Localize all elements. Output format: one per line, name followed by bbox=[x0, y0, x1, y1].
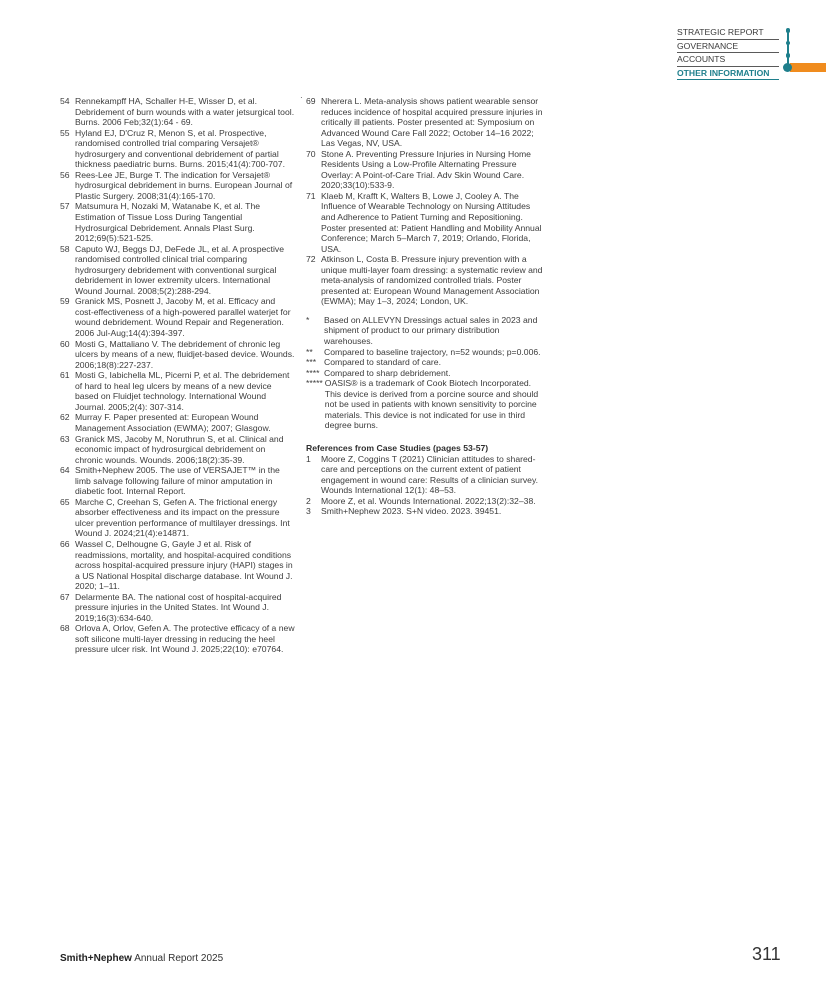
reference-number: 60 bbox=[60, 338, 70, 349]
reference-text: Granick MS, Posnett J, Jacoby M, et al. Efficacy and cost-effectiveness of a high-powered parallel waterjet for wound debridement. Wound Repair and Regeneration. 2006 Jul-Aug;14(4):394-397. bbox=[75, 296, 291, 339]
reference-text: Granick MS, Jacoby M, Noruthrun S, et al. Clinical and economic impact of hydrosurgical debridement on chronic wounds. Wounds. 2006;18(2):35-39. bbox=[75, 433, 284, 465]
reference-number: *** bbox=[306, 357, 317, 368]
reference-number: 2 bbox=[306, 495, 311, 506]
small-dot-icon: · bbox=[300, 93, 303, 102]
reference-number: 56 bbox=[60, 169, 70, 180]
reference-text: Smith+Nephew 2005. The use of VERSAJET™ in the limb salvage following failure of minor amputation in diabetic foot. Internal Report. bbox=[75, 465, 280, 497]
reference-text: Compared to baseline trajectory, n=52 wounds; p=0.006. bbox=[324, 346, 541, 357]
reference-number: **** bbox=[306, 367, 320, 378]
nav-active-bar bbox=[790, 63, 826, 72]
reference-number: 54 bbox=[60, 96, 70, 106]
reference-number: 61 bbox=[60, 370, 70, 381]
reference-number: 65 bbox=[60, 496, 70, 507]
reference-text: Murray F. Paper presented at: European Wound Management Association (EWMA); 2007; Glasgow. bbox=[75, 412, 271, 433]
reference-text: Rennekampff HA, Schaller H-E, Wisser D, et al. Debridement of burn wounds with a water jetsurgical tool. Burns. 2006 Feb;32(1):64 - 69. bbox=[75, 96, 295, 128]
footnotes-list bbox=[306, 315, 546, 431]
reference-text: Mosti G, Iabichella ML, Picerni P, et al. The debridement of hard to heal leg ulcers by means of a new device based on Fluidjet technology. International Wound Journal. 2005;2(4): 307-314. bbox=[75, 370, 290, 412]
reference-text: Rees-Lee JE, Burge T. The indication for Versajet® hydrosurgical debridement in burns. European Journal of Plastic Surgery. 2008;31(4):165-170. bbox=[75, 169, 293, 201]
reference-text: Smith+Nephew 2023. S+N video. 2023. 39451. bbox=[321, 506, 502, 517]
reference-item bbox=[60, 497, 295, 539]
nav-marker-dot bbox=[786, 41, 791, 46]
reference-number: * bbox=[306, 314, 310, 325]
reference-item bbox=[60, 170, 295, 202]
reference-text: Moore Z, Coggins T (2021) Clinician attitudes to shared-care and perceptions on the current extent of patient engagement in wound care: Results of a clinician survey. Wounds International 12(1): 48–53. bbox=[321, 453, 539, 496]
reference-item bbox=[306, 378, 546, 431]
reference-item bbox=[306, 357, 546, 368]
reference-text: Klaeb M, Krafft K, Walters B, Lowe J, Cooley A. The Influence of Wearable Technology on Nursing Attitudes and Adherence to Patient Turning and Repositioning. Poster presented at: Patient Handling and Mobility Annual Conference; March 5–March 7, 2019; Orlando, Florida, USA. bbox=[321, 190, 542, 254]
reference-item bbox=[60, 296, 295, 338]
reference-item bbox=[60, 201, 295, 243]
reference-number: ***** bbox=[306, 378, 323, 389]
reference-number: 58 bbox=[60, 243, 70, 254]
nav-other-information[interactable]: OTHER INFORMATION bbox=[677, 67, 779, 81]
reference-item bbox=[60, 128, 295, 170]
reference-number: 72 bbox=[306, 254, 316, 265]
reference-number: 57 bbox=[60, 201, 70, 212]
reference-text: Marche C, Creehan S, Gefen A. The frictional energy absorber effectiveness and its impact on the pressure ulcer prevention performance of multilayer dressings. Int Wound J. 2024;21(4):e14871. bbox=[75, 496, 290, 539]
reference-item bbox=[60, 592, 295, 624]
reference-number: 59 bbox=[60, 296, 70, 307]
reference-number: 63 bbox=[60, 433, 70, 444]
reference-number: 69 bbox=[306, 96, 316, 106]
footer bbox=[60, 953, 223, 964]
reference-number: 71 bbox=[306, 190, 316, 201]
references-list bbox=[60, 96, 295, 655]
reference-number: 68 bbox=[60, 623, 70, 634]
reference-item bbox=[60, 539, 295, 592]
reference-number: 67 bbox=[60, 591, 70, 602]
reference-item bbox=[306, 368, 546, 379]
reference-number: 62 bbox=[60, 412, 70, 423]
reference-text: Matsumura H, Nozaki M, Watanabe K, et al. The Estimation of Tissue Loss During Tangential Hydrosurgical Debridement. Annals Plast Surg. 2012;69(5):521-525. bbox=[75, 201, 261, 244]
reference-item bbox=[306, 254, 546, 307]
reference-item bbox=[60, 244, 295, 297]
references-column-right bbox=[306, 96, 546, 517]
reference-item bbox=[306, 96, 546, 149]
reference-number: ** bbox=[306, 346, 313, 357]
reference-item bbox=[60, 96, 295, 128]
page-number: 311 bbox=[752, 944, 781, 964]
references-list bbox=[306, 96, 546, 307]
nav-marker-dot bbox=[786, 28, 791, 33]
reference-text: Compared to standard of care. bbox=[324, 357, 441, 368]
reference-item bbox=[60, 434, 295, 466]
reference-text: Based on ALLEVYN Dressings actual sales in 2023 and shipment of product to our primary distribution warehouses. bbox=[324, 314, 538, 347]
reference-number: 66 bbox=[60, 538, 70, 549]
reference-item bbox=[306, 496, 546, 507]
reference-text: Nherera L. Meta-analysis shows patient wearable sensor reduces incidence of hospital acquired pressure injuries in critically ill patients. Poster presented at: Symposium on Advanced Wound Care Fall 2022; October 14–16 2022; Las Vegas, NV, USA. bbox=[321, 96, 543, 149]
reference-item bbox=[306, 347, 546, 358]
reference-number: 64 bbox=[60, 465, 70, 476]
reference-item bbox=[60, 465, 295, 497]
reference-item bbox=[306, 454, 546, 496]
case-studies-references bbox=[306, 454, 546, 517]
references-column-left bbox=[60, 96, 295, 655]
nav-governance[interactable]: GOVERNANCE bbox=[677, 40, 779, 54]
reference-text: Hyland EJ, D'Cruz R, Menon S, et al. Prospective, randomised controlled trial comparing Versajet® hydrosurgery and conventional debridement of partial thickness paediatric burns. Burns. 2015;41(4):700-707. bbox=[75, 127, 285, 170]
reference-text: Compared to sharp debridement. bbox=[324, 367, 451, 378]
reference-item bbox=[60, 339, 295, 371]
reference-item bbox=[60, 370, 295, 412]
nav-marker-dot bbox=[786, 53, 791, 58]
report-title: Annual Report 2025 bbox=[134, 953, 224, 964]
case-studies-heading: References from Case Studies (pages 53-57) bbox=[306, 442, 489, 453]
reference-number: 55 bbox=[60, 127, 70, 138]
reference-item bbox=[306, 506, 546, 517]
reference-text: Moore Z, et al. Wounds International. 2022;13(2):32–38. bbox=[321, 495, 536, 506]
reference-number: 70 bbox=[306, 148, 316, 159]
reference-number: 1 bbox=[306, 453, 311, 464]
reference-text: Orlova A, Orlov, Gefen A. The protective efficacy of a new soft silicone multi-layer dressing in reducing the heel pressure ulcer risk. Int Wound J. 2025;22(10): e70764. bbox=[75, 623, 295, 655]
reference-item bbox=[60, 412, 295, 433]
reference-text: OASIS® is a trademark of Cook Biotech Incorporated. This device is derived from a porcine source and should not be used in patients with known sensitivity to porcine materials. This device is not indicated for use in third degree burns. bbox=[324, 378, 539, 431]
reference-item bbox=[306, 315, 546, 347]
brand-name: Smith+Nephew bbox=[60, 953, 132, 964]
reference-item bbox=[306, 191, 546, 254]
nav-strategic-report[interactable]: STRATEGIC REPORT bbox=[677, 26, 779, 40]
section-nav bbox=[677, 26, 826, 80]
reference-text: Atkinson L, Costa B. Pressure injury prevention with a unique multi-layer foam dressing: a systematic review and meta-analysis of randomized controlled trials. Poster presented at: European Wound Management Association (EWMA); May 1–3, 2024; London, UK. bbox=[321, 254, 543, 307]
reference-item bbox=[60, 623, 295, 655]
reference-text: Delarmente BA. The national cost of hospital-acquired pressure injuries in the United States. Int Wound J. 2019;16(3):634-640. bbox=[75, 591, 282, 623]
nav-active-marker bbox=[783, 63, 792, 72]
reference-text: Caputo WJ, Beggs DJ, DeFede JL, et al. A prospective randomised controlled clinical trial comparing hydrosurgery debridement with conventional surgical debridement in lower extremity ulcers. International Wound Journal. 2008;5(2):288-294. bbox=[75, 243, 285, 296]
reference-text: Wassel C, Delhougne G, Gayle J et al. Risk of readmissions, mortality, and hospital-acquired conditions across hospital-acquired pressure injury (HAPI) stages in a US National Hospital discharge database. Int Wound J. 2020; 1–11. bbox=[75, 538, 293, 592]
nav-accounts[interactable]: ACCOUNTS bbox=[677, 53, 779, 67]
reference-item bbox=[306, 149, 546, 191]
reference-text: Mosti G, Mattaliano V. The debridement of chronic leg ulcers by means of a new, fluidjet-based device. Wounds. 2006;18(8):227-237. bbox=[75, 338, 295, 370]
reference-text: Stone A. Preventing Pressure Injuries in Nursing Home Residents Using a Low-Profile Alternating Pressure Overlay: A Point-of-Care Trial. Adv Skin Wound Care. 2020;33(10):533-9. bbox=[321, 148, 531, 191]
reference-number: 3 bbox=[306, 506, 311, 517]
